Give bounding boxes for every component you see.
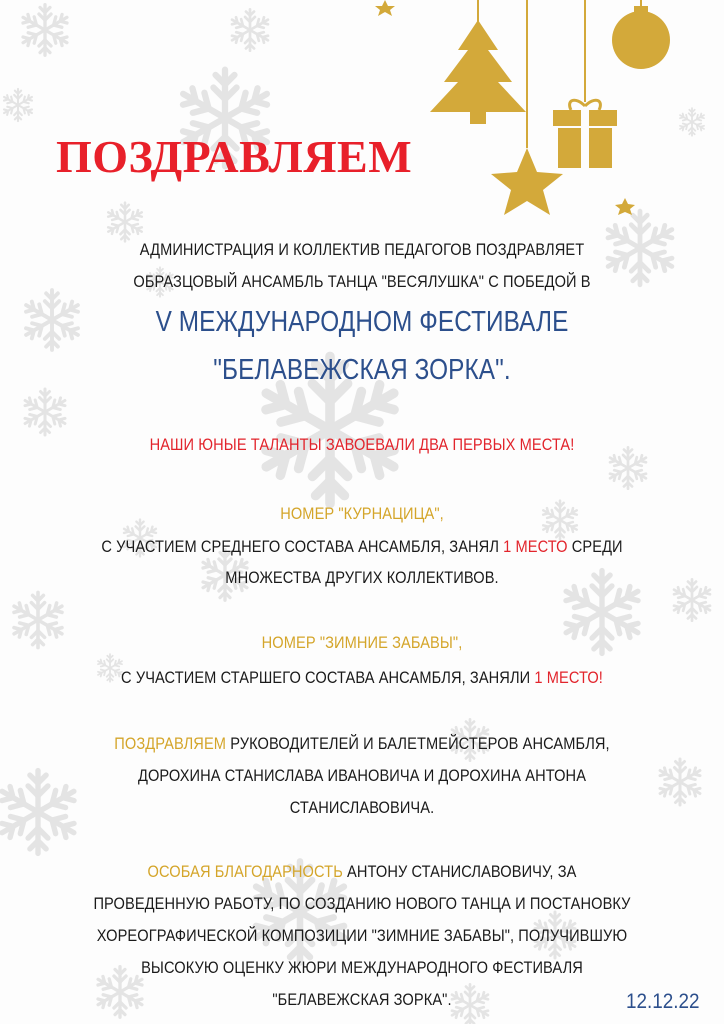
christmas-tree-ornament-icon — [430, 0, 526, 124]
gift-box-ornament-icon — [553, 0, 617, 168]
gratitude-lead: ОСОБАЯ БЛАГОДАРНОСТЬ — [147, 862, 343, 881]
festival-line-2: "БЕЛАВЕЖСКАЯ ЗОРКА". — [213, 354, 511, 386]
gratitude-line-2: ПРОВЕДЕННУЮ РАБОТУ, ПО СОЗДАНИЮ НОВОГО ТАНЦА И ПОСТАНОВКУ — [93, 894, 631, 913]
number2-line — [51, 667, 674, 689]
festival-line-1: V МЕЖДУНАРОДНОМ ФЕСТИВАЛЕ — [155, 306, 569, 338]
gratitude-line-3: ХОРЕОГРАФИЧЕСКОЙ КОМПОЗИЦИИ "ЗИМНИЕ ЗАБАВЫ", ПОЛУЧИВШУЮ — [96, 926, 628, 945]
bauble-ornament-icon — [612, 0, 670, 69]
gratitude-line-1 — [51, 861, 674, 883]
intro-line-1: АДМИНИСТРАЦИЯ И КОЛЛЕКТИВ ПЕДАГОГОВ ПОЗДРАВЛЯЕТ — [139, 240, 585, 259]
leaders-lead: ПОЗДРАВЛЯЕМ — [114, 734, 227, 753]
leaders-line-1 — [51, 733, 674, 755]
gratitude-line-5: "БЕЛАВЕЖСКАЯ ЗОРКА". — [272, 990, 452, 1009]
number1-line-2: МНОЖЕСТВА ДРУГИХ КОЛЛЕКТИВОВ. — [225, 568, 499, 587]
number1-place: 1 МЕСТО — [503, 537, 568, 556]
number1-title: НОМЕР "КУРНАЦИЦА", — [280, 504, 444, 523]
leaders-line-3: СТАНИСЛАВОВИЧА. — [289, 798, 435, 817]
number2-text: С УЧАСТИЕМ СТАРШЕГО СОСТАВА АНСАМБЛЯ, ЗАНЯЛИ — [121, 668, 535, 687]
number2-place: 1 МЕСТО! — [534, 668, 603, 687]
leaders-line-2: ДОРОХИНА СТАНИСЛАВА ИВАНОВИЧА И ДОРОХИНА АНТОНА — [137, 766, 587, 785]
heading-congratulate: ПОЗДРАВЛЯЕМ — [56, 131, 413, 182]
talents-line: НАШИ ЮНЫЕ ТАЛАНТЫ ЗАВОЕВАЛИ ДВА ПЕРВЫХ МЕСТА! — [149, 435, 575, 454]
number1-line-1 — [51, 536, 674, 558]
number1-text: С УЧАСТИЕМ СРЕДНЕГО СОСТАВА АНСАМБЛЯ, ЗАНЯЛ — [101, 537, 504, 556]
number2-title: НОМЕР "ЗИМНИЕ ЗАБАВЫ", — [261, 633, 463, 652]
gratitude-line-4: ВЫСОКУЮ ОЦЕНКУ ЖЮРИ МЕЖДУНАРОДНОГО ФЕСТИВАЛЯ — [141, 958, 583, 977]
gratitude-text: АНТОНУ СТАНИСЛАВОВИЧУ, ЗА — [342, 862, 577, 881]
small-star-icon — [615, 198, 635, 215]
leaders-text: РУКОВОДИТЕЛЕЙ И БАЛЕТМЕЙСТЕРОВ АНСАМБЛЯ, — [226, 734, 610, 753]
date-label: 12.12.22 — [626, 990, 700, 1013]
number1-text-end: СРЕДИ — [567, 537, 623, 556]
intro-line-2: ОБРАЗЦОВЫЙ АНСАМБЛЬ ТАНЦА "ВЕСЯЛУШКА" С ПОБЕДОЙ В — [133, 272, 591, 291]
small-star-icon — [375, 0, 395, 16]
